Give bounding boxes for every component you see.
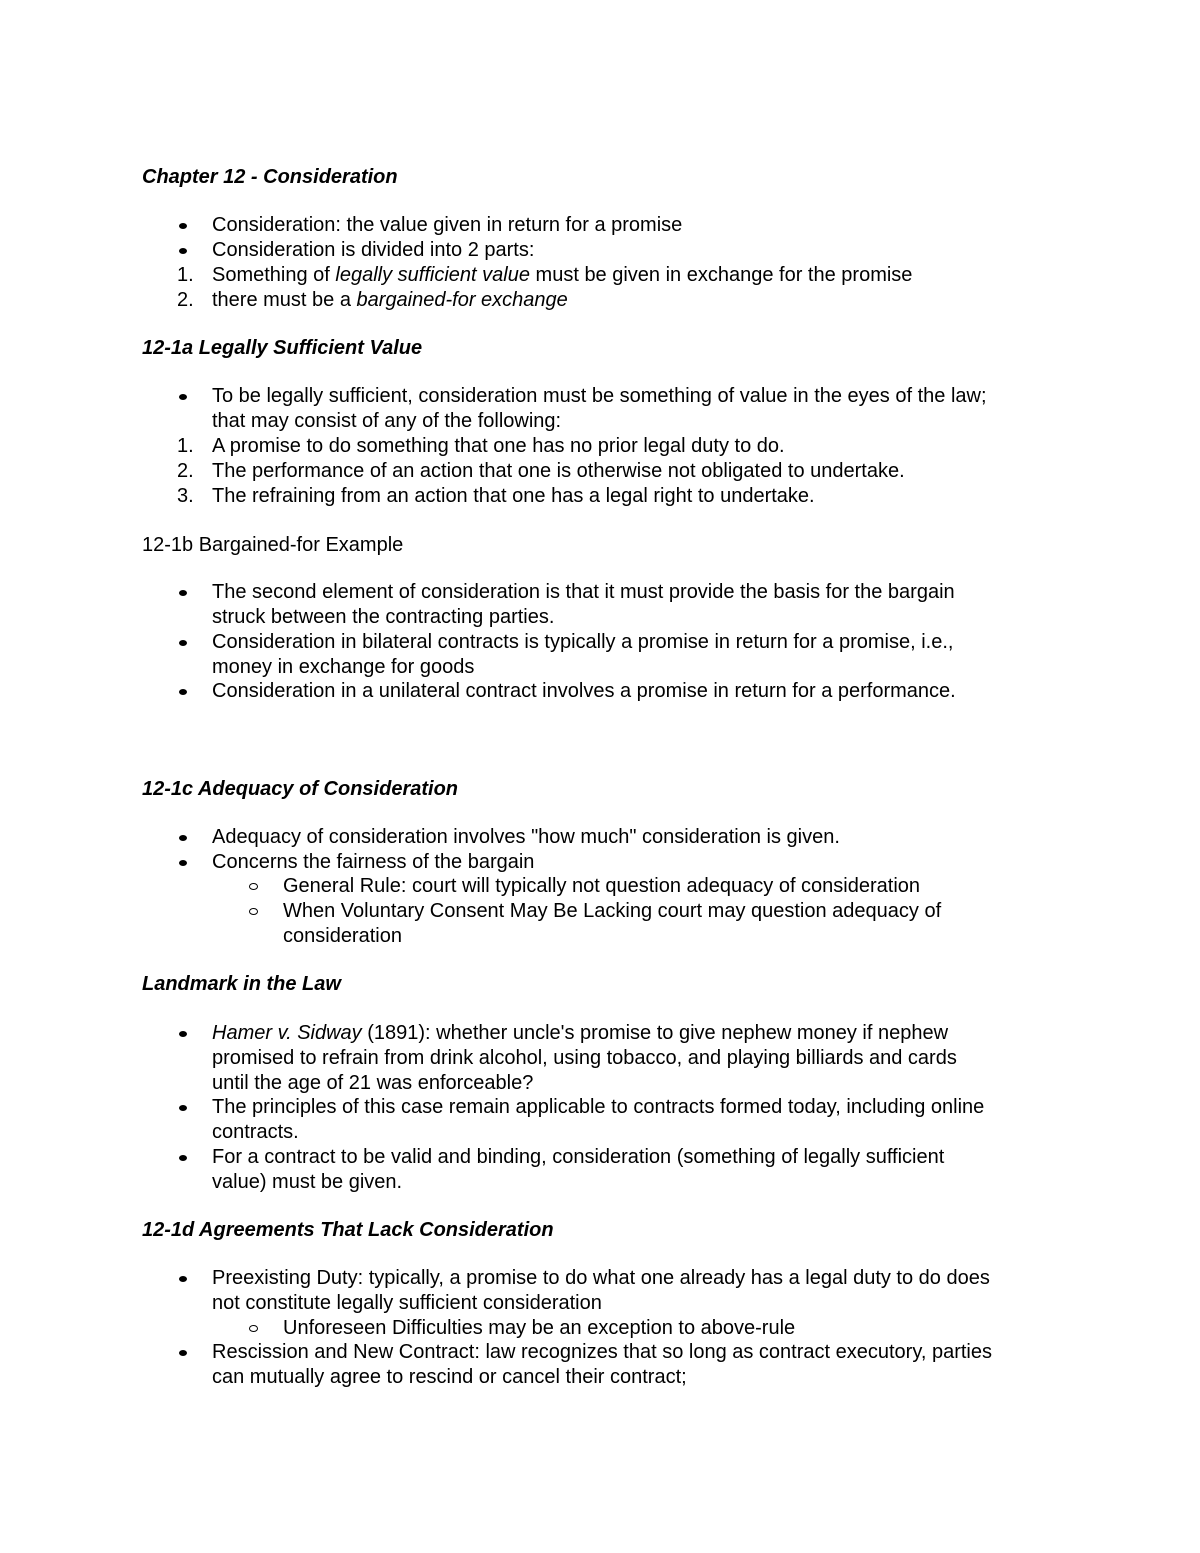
list-item-continuation: not constitute legally sufficient consideration <box>212 1292 602 1314</box>
list-item: For a contract to be valid and binding, consideration (something of legally sufficient <box>212 1146 945 1168</box>
bullet-icon <box>179 689 187 695</box>
list-item: Consideration: the value given in return for a promise <box>212 214 683 236</box>
list-number: 1. <box>177 435 194 457</box>
list-item: there must be a bargained-for exchange <box>212 289 568 311</box>
list-item: Preexisting Duty: typically, a promise to do what one already has a legal duty to do does <box>212 1267 990 1289</box>
bullet-icon <box>179 835 187 841</box>
bullet-icon <box>179 248 187 254</box>
sub-bullet-icon <box>249 883 258 890</box>
list-item: Rescission and New Contract: law recognizes that so long as contract executory, parties <box>212 1341 992 1363</box>
list-item: A promise to do something that one has no prior legal duty to do. <box>212 435 785 457</box>
list-item: Consideration is divided into 2 parts: <box>212 239 535 261</box>
section-heading: Landmark in the Law <box>142 973 341 995</box>
list-number: 2. <box>177 289 194 311</box>
list-item-continuation: that may consist of any of the following: <box>212 410 562 432</box>
bullet-icon <box>179 223 187 229</box>
list-item-continuation: money in exchange for goods <box>212 656 475 678</box>
sub-bullet-icon <box>249 1325 258 1332</box>
list-number: 3. <box>177 485 194 507</box>
bullet-icon <box>179 394 187 400</box>
bullet-icon <box>179 1155 187 1161</box>
list-item-continuation: promised to refrain from drink alcohol, using tobacco, and playing billiards and cards <box>212 1047 957 1069</box>
section-heading: 12-1a Legally Sufficient Value <box>142 337 423 359</box>
bullet-icon <box>179 590 187 596</box>
bullet-icon <box>179 1105 187 1111</box>
list-item: The second element of consideration is that it must provide the basis for the bargain <box>212 581 955 603</box>
page-title: Chapter 12 - Consideration <box>142 166 398 188</box>
bullet-icon <box>179 1350 187 1356</box>
list-item: Concerns the fairness of the bargain <box>212 851 535 873</box>
list-item: The performance of an action that one is otherwise not obligated to undertake. <box>212 460 905 482</box>
list-item-continuation: struck between the contracting parties. <box>212 606 555 628</box>
list-item-continuation: contracts. <box>212 1121 299 1143</box>
list-item: Something of legally sufficient value must be given in exchange for the promise <box>212 264 913 286</box>
sub-bullet-icon <box>249 908 258 915</box>
section-heading: 12-1d Agreements That Lack Consideration <box>142 1219 554 1241</box>
list-item: Hamer v. Sidway (1891): whether uncle's promise to give nephew money if nephew <box>212 1022 949 1044</box>
list-item: Consideration in a unilateral contract involves a promise in return for a performance. <box>212 680 956 702</box>
list-item-continuation: can mutually agree to rescind or cancel their contract; <box>212 1366 687 1388</box>
list-number: 1. <box>177 264 194 286</box>
list-item-continuation: until the age of 21 was enforceable? <box>212 1072 534 1094</box>
sub-list-item: General Rule: court will typically not question adequacy of consideration <box>283 875 921 897</box>
bullet-icon <box>179 1276 187 1282</box>
bullet-icon <box>179 860 187 866</box>
sub-list-item: Unforeseen Difficulties may be an exception to above-rule <box>283 1317 796 1339</box>
sub-list-item-continuation: consideration <box>283 925 402 947</box>
section-heading: 12-1b Bargained-for Example <box>142 534 404 556</box>
bullet-icon <box>179 640 187 646</box>
sub-list-item: When Voluntary Consent May Be Lacking court may question adequacy of <box>283 900 942 922</box>
list-item: The principles of this case remain applicable to contracts formed today, including online <box>212 1096 985 1118</box>
list-number: 2. <box>177 460 194 482</box>
list-item: To be legally sufficient, consideration must be something of value in the eyes of the law; <box>212 385 987 407</box>
list-item: Adequacy of consideration involves "how much" consideration is given. <box>212 826 840 848</box>
list-item-continuation: value) must be given. <box>212 1171 403 1193</box>
bullet-icon <box>179 1031 187 1037</box>
section-heading: 12-1c Adequacy of Consideration <box>142 778 458 800</box>
list-item: Consideration in bilateral contracts is typically a promise in return for a promise, i.e., <box>212 631 954 653</box>
list-item: The refraining from an action that one has a legal right to undertake. <box>212 485 815 507</box>
